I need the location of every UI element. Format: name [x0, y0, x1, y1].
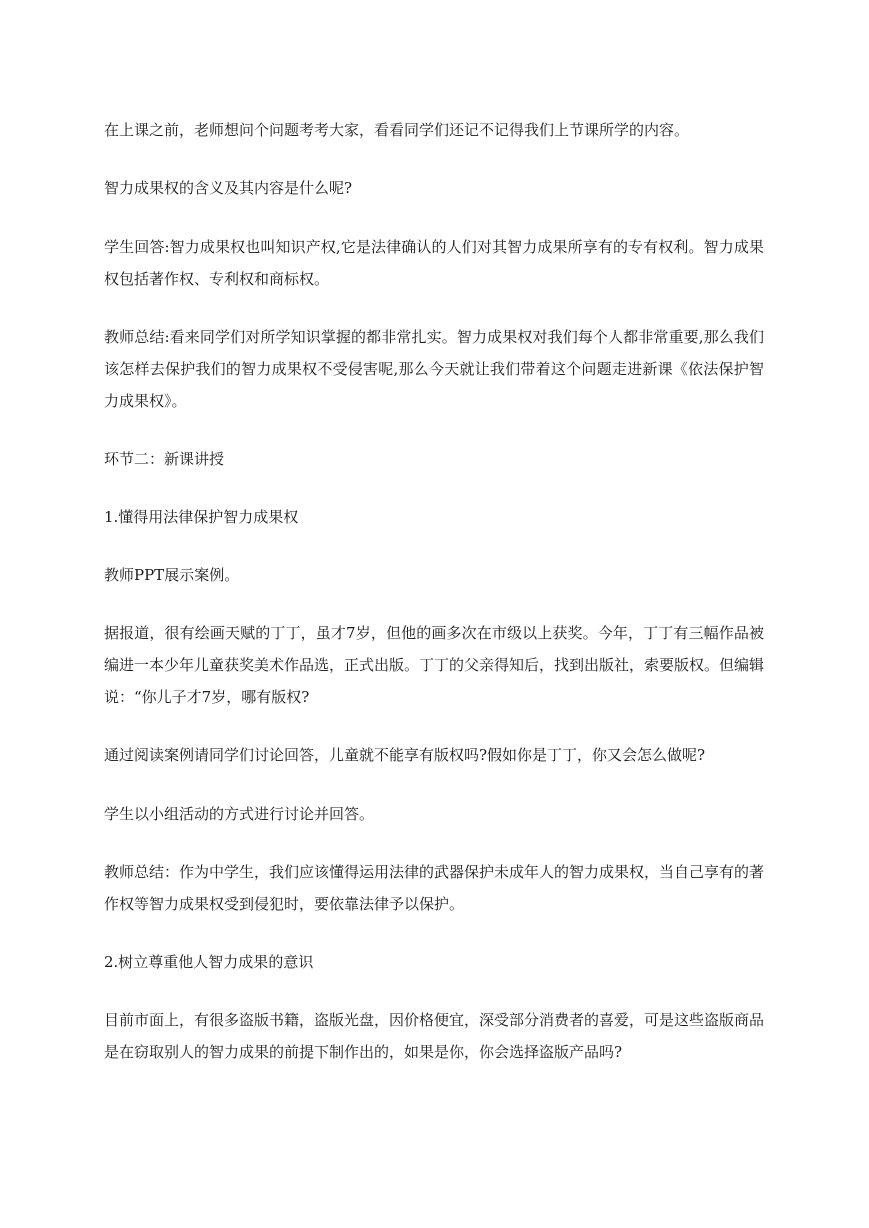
- paragraph-teacher-summary-1: 教师总结:看来同学们对所学知识掌握的都非常扎实。智力成果权对我们每个人都非常重要,那么我们该怎样去保护我们的智力成果权不受侵害呢,那么今天就让我们带着这个问题走进新课《依法保护智力成果权》。: [104, 328, 764, 410]
- paragraph-review-question: 智力成果权的含义及其内容是什么呢?: [104, 179, 353, 197]
- paragraph-ppt-case: 教师PPT展示案例。: [104, 566, 240, 584]
- paragraph-group-activity: 学生以小组活动的方式进行讨论并回答。: [104, 805, 375, 823]
- paragraph-discussion-question: 通过阅读案例请同学们讨论回答，儿童就不能享有版权吗?假如你是丁丁，你又会怎么做呢?: [104, 746, 706, 764]
- paragraph-piracy-question: 目前市面上，有很多盗版书籍，盗版光盘，因价格便宜，深受部分消费者的喜爱，可是这些盗版商品是在窃取别人的智力成果的前提下制作出的，如果是你，你会选择盗版产品吗?: [104, 1011, 765, 1061]
- subheading-respect-awareness: 2.树立尊重他人智力成果的意识: [104, 953, 314, 971]
- paragraph-teacher-summary-2: 教师总结：作为中学生，我们应该懂得运用法律的武器保护未成年人的智力成果权，当自己享有的著作权等智力成果权受到侵犯时，要依靠法律予以保护。: [104, 863, 765, 913]
- section-heading-new-lesson: 环节二：新课讲授: [104, 450, 225, 468]
- subheading-law-protection: 1.懂得用法律保护智力成果权: [104, 508, 299, 526]
- paragraph-case-story: 据报道，很有绘画天赋的丁丁，虽才7岁，但他的画多次在市级以上获奖。今年，丁丁有三幅作品被编进一本少年儿童获奖美术作品选，正式出版。丁丁的父亲得知后，找到出版社，索要版权。但编辑说：“你儿子才7岁，哪有版权?: [104, 624, 765, 706]
- paragraph-intro-question: 在上课之前，老师想问个问题考考大家，看看同学们还记不记得我们上节课所学的内容。: [104, 121, 690, 139]
- paragraph-student-answer: 学生回答:智力成果权也叫知识产权,它是法律确认的人们对其智力成果所享有的专有权利。智力成果权包括著作权、专利权和商标权。: [104, 238, 764, 288]
